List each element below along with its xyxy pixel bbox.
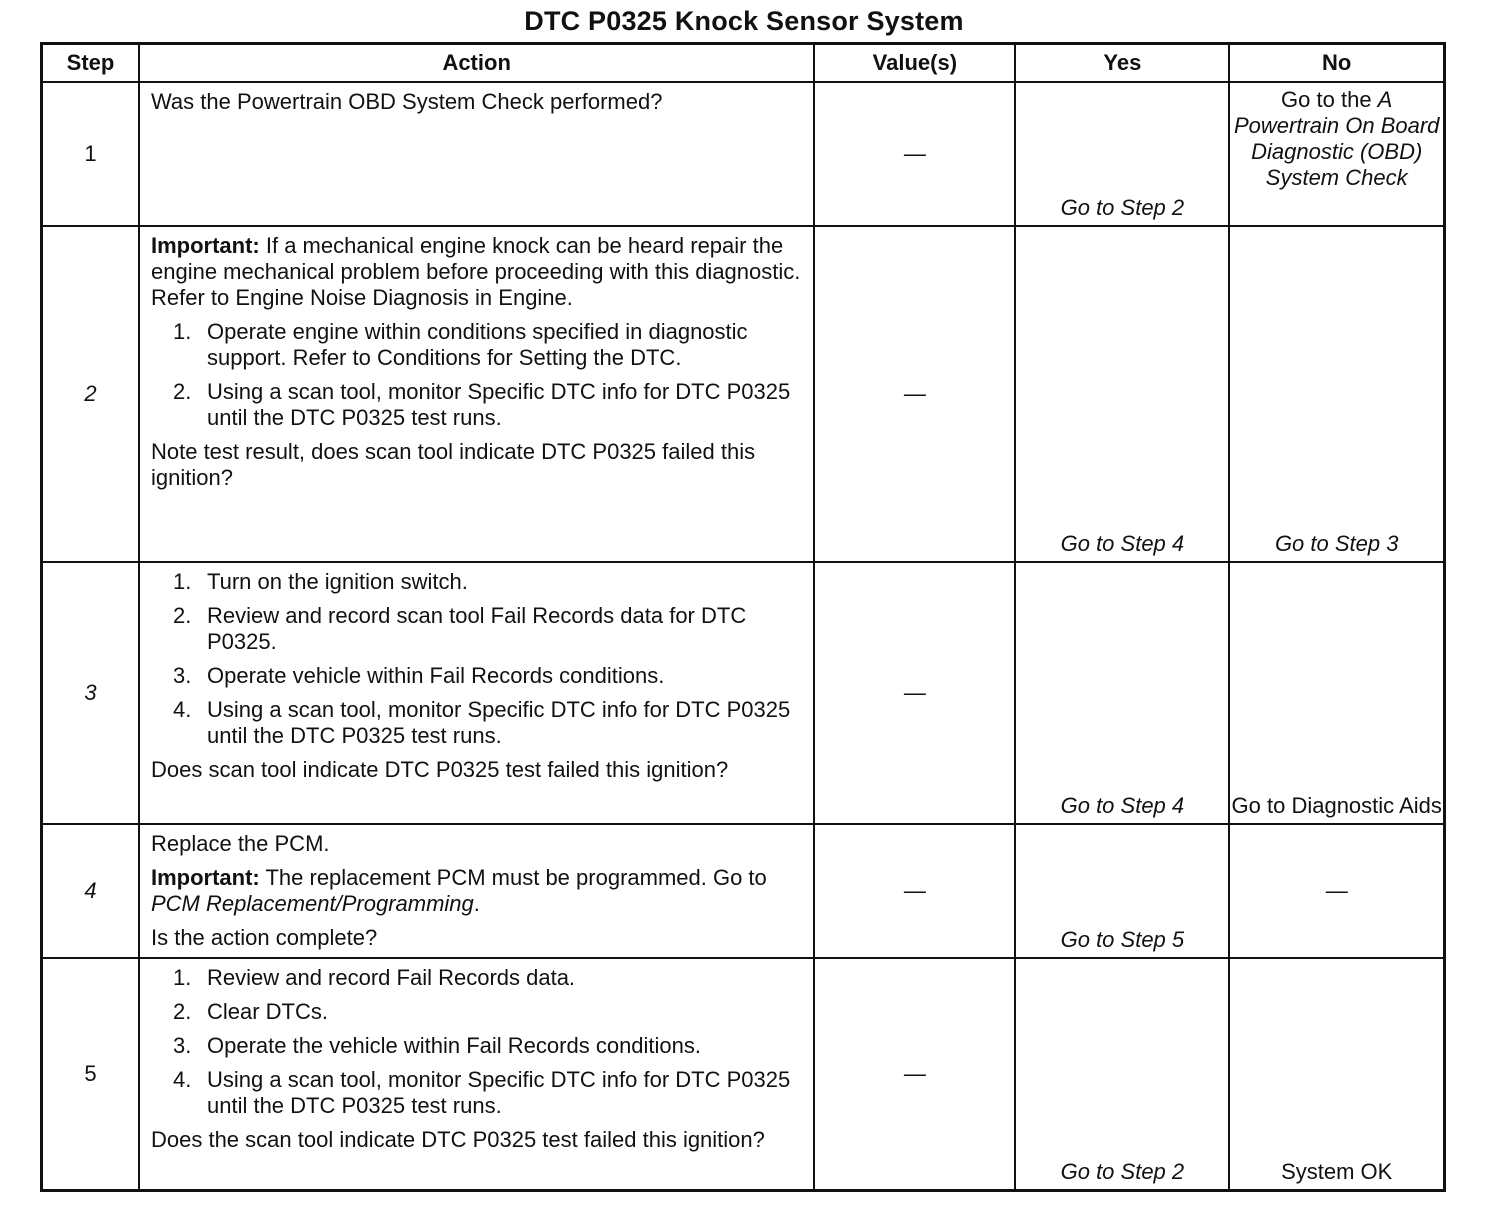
table-row-step-1	[42, 82, 1445, 226]
list-number: 1.	[172, 319, 192, 344]
list-number: 2.	[172, 999, 192, 1024]
no-target: Go to Diagnostic Aids	[1231, 793, 1442, 818]
no-cell	[1229, 958, 1444, 1190]
action-steps	[151, 965, 803, 1119]
action-cell	[139, 226, 814, 562]
no-target: Go to Step 3	[1274, 531, 1399, 556]
table-row-step-4	[42, 824, 1445, 958]
header-values: Value(s)	[814, 44, 1015, 83]
action-first-line: Replace the PCM.	[150, 831, 330, 856]
list-item	[151, 965, 803, 991]
list-number: 4.	[172, 1067, 192, 1092]
list-item	[151, 663, 803, 689]
no-target: System OK	[1281, 1158, 1393, 1184]
list-number: 3.	[172, 1033, 192, 1058]
action-question: Does the scan tool indicate DTC P0325 test failed this ignition?	[150, 1127, 765, 1152]
yes-cell	[1015, 562, 1229, 824]
yes-target: Go to Step 2	[1060, 1158, 1185, 1184]
header-action: Action	[139, 44, 814, 83]
value-cell: —	[814, 958, 1015, 1190]
action-steps	[151, 319, 803, 431]
no-target: —	[1325, 878, 1348, 903]
no-link-text: A Powertrain On Board Diagnostic (OBD) System Check	[1233, 87, 1440, 190]
value-cell: —	[814, 562, 1015, 824]
action-question: Is the action complete?	[150, 925, 378, 950]
list-item-text: Review and record scan tool Fail Records data for DTC P0325.	[206, 603, 747, 654]
important-note	[151, 233, 803, 311]
action-question: Note test result, does scan tool indicate DTC P0325 failed this ignition?	[150, 439, 756, 490]
action-question: Does scan tool indicate DTC P0325 test failed this ignition?	[150, 757, 729, 782]
no-target	[1230, 83, 1443, 191]
no-prefix: Go to the	[1281, 87, 1378, 112]
yes-cell	[1015, 226, 1229, 562]
list-item	[151, 379, 803, 431]
header-no: No	[1229, 44, 1444, 83]
table-row-step-3	[42, 562, 1445, 824]
list-item	[151, 569, 803, 595]
list-item-text: Turn on the ignition switch.	[206, 569, 468, 594]
list-item	[151, 1067, 803, 1119]
list-item-text: Operate vehicle within Fail Records conditions.	[206, 663, 665, 688]
list-number: 2.	[172, 603, 192, 628]
list-item	[151, 697, 803, 749]
list-item	[151, 999, 803, 1025]
yes-cell	[1015, 824, 1229, 958]
no-cell	[1229, 226, 1444, 562]
step-number: 4	[42, 824, 139, 958]
important-label: Important:	[150, 233, 260, 258]
list-item-text: Using a scan tool, monitor Specific DTC info for DTC P0325 until the DTC P0325 test runs.	[206, 697, 791, 748]
yes-cell	[1015, 958, 1229, 1190]
list-item-text: Clear DTCs.	[206, 999, 328, 1024]
yes-target: Go to Step 4	[1060, 793, 1185, 818]
important-end: .	[473, 891, 480, 916]
list-number: 1.	[172, 569, 192, 594]
important-text: If a mechanical engine knock can be heard repair the engine mechanical problem before proceeding with this diagnostic. Refer to Engine Noise Diagnosis in Engine.	[150, 233, 801, 310]
header-row	[42, 44, 1445, 83]
step-number: 5	[42, 958, 139, 1190]
step-number: 2	[42, 226, 139, 562]
page-title: DTC P0325 Knock Sensor System	[524, 6, 964, 36]
list-item-text: Operate the vehicle within Fail Records conditions.	[206, 1033, 702, 1058]
no-cell	[1229, 562, 1444, 824]
table-row-step-5	[42, 958, 1445, 1190]
list-item-text: Review and record Fail Records data.	[206, 965, 576, 990]
yes-cell	[1015, 82, 1229, 226]
header-step: Step	[42, 44, 139, 83]
step-number: 3	[42, 562, 139, 824]
important-reference: PCM Replacement/Programming	[150, 891, 474, 916]
action-cell	[139, 958, 814, 1190]
value-cell: —	[814, 824, 1015, 958]
list-item	[151, 1033, 803, 1059]
list-item-text: Using a scan tool, monitor Specific DTC info for DTC P0325 until the DTC P0325 test runs.	[206, 1067, 791, 1118]
list-number: 2.	[172, 379, 192, 404]
important-label: Important:	[150, 865, 260, 890]
yes-target: Go to Step 2	[1060, 195, 1185, 220]
yes-target: Go to Step 4	[1060, 531, 1185, 556]
header-yes: Yes	[1015, 44, 1229, 83]
yes-target: Go to Step 5	[1060, 927, 1185, 952]
action-cell	[139, 824, 814, 958]
list-number: 3.	[172, 663, 192, 688]
value-cell: —	[814, 226, 1015, 562]
diagnostic-table	[40, 42, 1446, 1192]
list-item-text: Operate engine within conditions specified in diagnostic support. Refer to Conditions for Setting the DTC.	[206, 319, 748, 370]
no-cell	[1229, 82, 1444, 226]
no-cell	[1229, 824, 1444, 958]
important-note	[151, 865, 803, 917]
list-item-text: Using a scan tool, monitor Specific DTC info for DTC P0325 until the DTC P0325 test runs.	[206, 379, 791, 430]
action-cell	[139, 82, 814, 226]
value-cell: —	[814, 82, 1015, 226]
important-text: The replacement PCM must be programmed. Go to	[259, 865, 767, 890]
step-number: 1	[42, 82, 139, 226]
list-number: 4.	[172, 697, 192, 722]
action-cell	[139, 562, 814, 824]
action-question: Was the Powertrain OBD System Check performed?	[150, 89, 663, 114]
list-item	[151, 319, 803, 371]
action-steps	[151, 569, 803, 749]
list-number: 1.	[172, 965, 192, 990]
table-row-step-2	[42, 226, 1445, 562]
list-item	[151, 603, 803, 655]
